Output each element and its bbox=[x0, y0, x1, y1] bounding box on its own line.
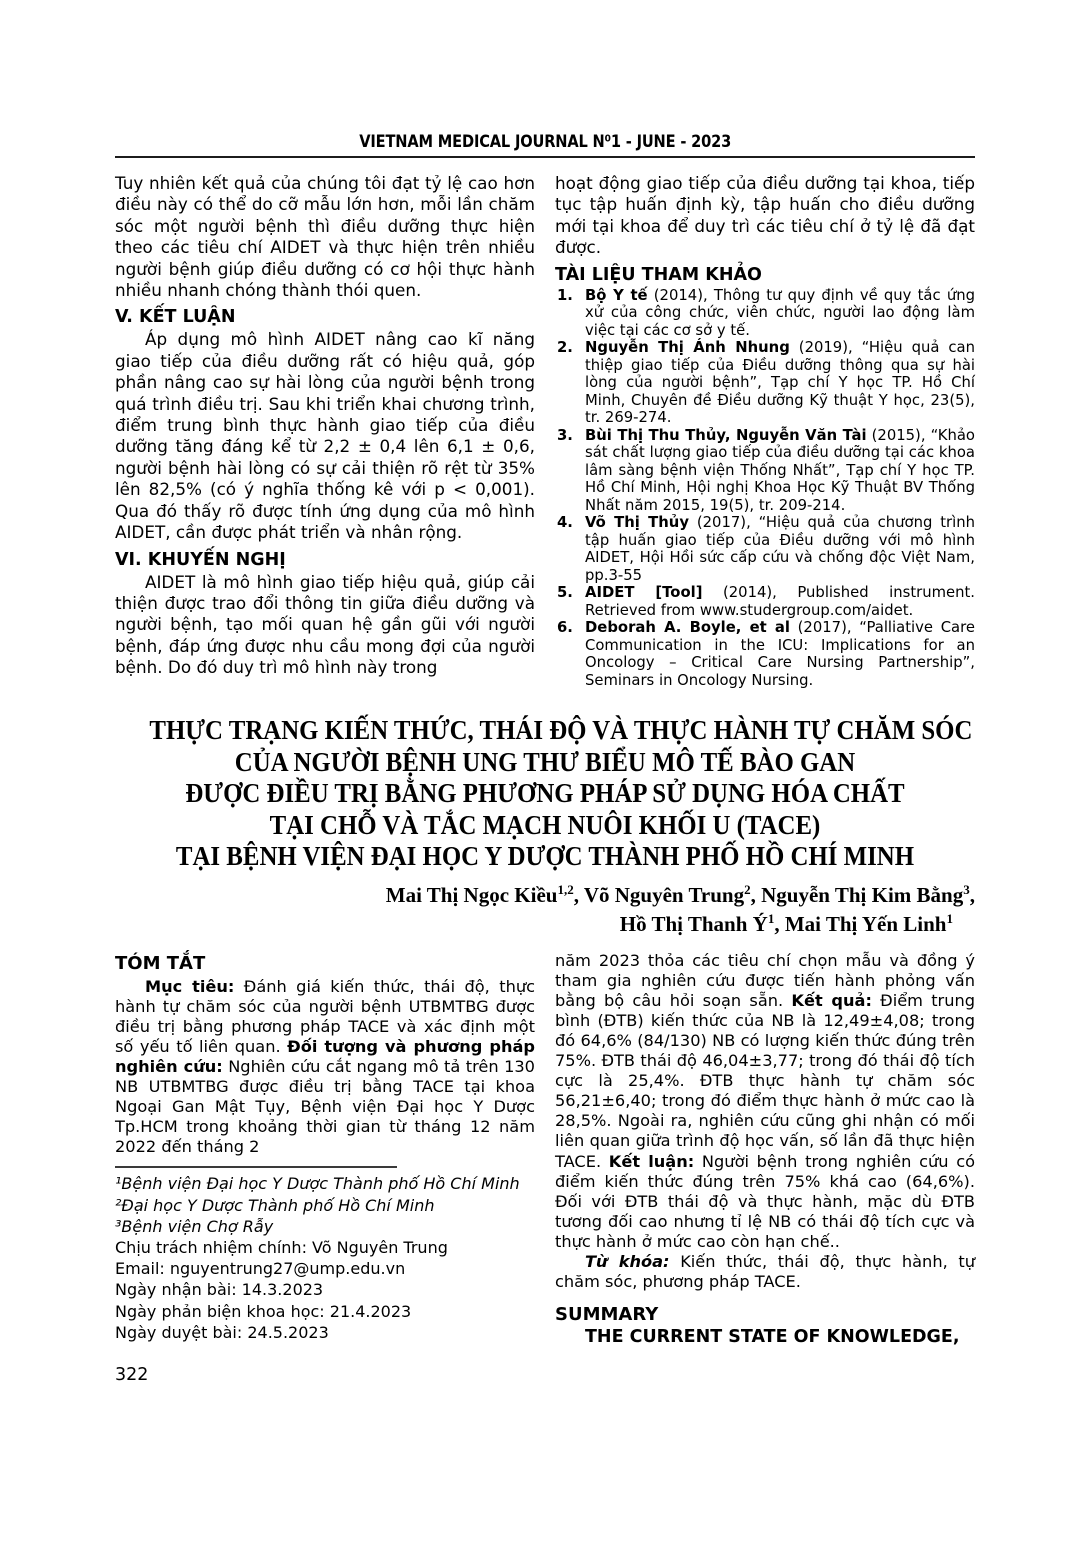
journal-header bbox=[115, 132, 975, 158]
reference-list bbox=[555, 287, 975, 690]
text-run: Mục tiêu: bbox=[145, 976, 235, 996]
body-paragraph: hoạt động giao tiếp của điều dưỡng tại khoa, tiếp tục tập huấn định kỳ, tập huấn cho điều dưỡng mới tại khoa để duy trì các tiêu chí ở tỷ lệ đã đạt được. bbox=[555, 173, 975, 258]
text-run: Deborah A. Boyle, et al bbox=[585, 619, 790, 637]
text-run: , Mai Thị Yến Linh bbox=[774, 911, 947, 936]
reference-number: 1. bbox=[557, 286, 573, 304]
abstract-paragraph bbox=[555, 951, 975, 1252]
text-run: 1 bbox=[767, 910, 775, 926]
section-heading-recommendation: VI. KHUYẾN NGHỊ bbox=[115, 549, 286, 570]
right-column bbox=[555, 173, 975, 689]
article-title-line: ĐƯỢC ĐIỀU TRỊ BẰNG PHƯƠNG PHÁP SỬ DỤNG HÓA CHẤT bbox=[185, 778, 905, 809]
section-heading-references: TÀI LIỆU THAM KHẢO bbox=[555, 264, 762, 285]
footnote-line: Ngày nhận bài: 14.3.2023 bbox=[115, 1280, 324, 1300]
reference-item bbox=[555, 287, 975, 340]
article-title-line: CỦA NGƯỜI BỆNH UNG THƯ BIỂU MÔ TẾ BÀO GAN bbox=[234, 746, 856, 777]
text-run: Đối tượng và phương pháp nghiên cứu: bbox=[115, 1036, 535, 1076]
text-run: Điểm trung bình (ĐTB) kiến thức của NB là 12,49±4,08; trong đó 64,6% (84/130) NB có lượng kiến thức đúng trên 75%. ĐTB thái độ 46,04±3,77; trong đó thái độ tích cực là 25,4%. ĐTB thực hành tự chăm sóc 56,21±6,40; trong đó điểm thực hành ở mức cao là 28,5%. Ngoài ra, nghiên cứu cũng ghi nhận có mối liên quan giữa trình độ học vấn, số lần đã thực hiện TACE. bbox=[555, 990, 976, 1171]
reference-item bbox=[555, 584, 975, 619]
left-column bbox=[115, 173, 535, 689]
article-title-line: TẠI CHỖ VÀ TẮC MẠCH NUÔI KHỐI U (TACE) bbox=[269, 809, 821, 840]
text-run: Hồ Thị Thanh Ý bbox=[619, 911, 768, 936]
text-run: năm 2023 thỏa các tiêu chí chọn mẫu và đồng ý tham gia nghiên cứu được tiến hành phỏng vấn bằng bộ câu hỏi soạn sẵn. bbox=[555, 950, 975, 1010]
text-run: Từ khóa: bbox=[585, 1252, 670, 1272]
text-run: (2017), “Palliative Care Communication in the ICU: Implications for an Oncology – Critical Care Nursing Partnership”, Seminars in Oncology Nursing. bbox=[585, 619, 975, 689]
text-run: Nghiên cứu cắt ngang mô tả trên 130 NB UTBMTBG được điều trị bằng TACE tại khoa Ngoại Gan Mật Tụy, Bệnh viện Đại học Y Dược Tp.HCM trong khoảng thời gian từ tháng 12 năm 2022 đến tháng 2 bbox=[115, 1057, 535, 1157]
abstract-columns bbox=[115, 951, 975, 1385]
reference-item bbox=[555, 427, 975, 515]
text-run: (2017), “Hiệu quả của chương trình tập huấn giao tiếp của Điều dưỡng với mô hình AIDET, Hội Hồi sức cấp cứu và chống độc Việt Nam, pp.3-55 bbox=[585, 514, 975, 584]
conclusion-paragraph: Áp dụng mô hình AIDET nâng cao kĩ năng giao tiếp của điều dưỡng rất có hiệu quả, góp phần nâng cao sự hài lòng của người bệnh trong quá trình điều trị. Sau khi triển khai chương trình, điểm trung bình thực hành giao tiếp của điều dưỡng tăng đáng kể từ 2,2 ± 0,4 lên 6,1 ± 0,6, người bệnh hài lòng có sự cải thiện rõ rệt từ 35% lên 82,5% (có ý nghĩa thống kê với p < 0,001). Qua đó thấy rõ được tính ứng dụng của mô hình AIDET, cần được phát triển và nhân rộng. bbox=[115, 329, 535, 543]
abstract-left-column bbox=[115, 951, 535, 1385]
article-title-line: TẠI BỆNH VIỆN ĐẠI HỌC Y DƯỢC THÀNH PHỐ HỒ CHÍ MINH bbox=[175, 841, 915, 872]
text-run: Bộ Y tế bbox=[585, 286, 648, 304]
page-number: 322 bbox=[115, 1365, 149, 1386]
abstract-paragraph bbox=[115, 977, 535, 1158]
text-run: Kiến thức, thái độ, thực hành, tự chăm sóc, phương pháp TACE. bbox=[555, 1252, 975, 1292]
footnote-rule bbox=[115, 1166, 397, 1168]
footnote-line: Ngày phản biện khoa học: 21.4.2023 bbox=[115, 1301, 412, 1321]
article-title bbox=[115, 715, 975, 873]
text-run: 2 bbox=[744, 881, 751, 897]
summary-article-title: THE CURRENT STATE OF KNOWLEDGE, bbox=[585, 1327, 960, 1348]
author-line bbox=[115, 881, 975, 910]
recommendation-paragraph: AIDET là mô hình giao tiếp hiệu quả, giúp cải thiện được trao đổi thông tin giữa điều dưỡng và người bệnh, tạo mối quan hệ gần gũi với người bệnh, đáp ứng được nhu cầu mong đợi của người bệnh. Do đó duy trì mô hình này trong bbox=[115, 571, 535, 678]
text-run: Kết quả: bbox=[791, 990, 872, 1010]
text-run: , Võ Nguyên Trung bbox=[573, 882, 745, 907]
footnote-line: Email: nguyentrung27@ump.edu.vn bbox=[115, 1259, 406, 1279]
author-line bbox=[115, 910, 975, 939]
reference-number: 2. bbox=[557, 339, 573, 357]
keywords-paragraph bbox=[555, 1252, 975, 1292]
body-paragraph: Tuy nhiên kết quả của chúng tôi đạt tỷ lệ cao hơn điều này có thể do cỡ mẫu lớn hơn, mỗi lần chăm sóc một người bệnh thì điều dưỡng thực hiện theo các tiêu chí AIDET và thực hiện trên nhiều người bệnh giúp điều dưỡng có cơ hội thực hành nhiều nhanh chóng thành thói quen. bbox=[115, 173, 535, 301]
reference-number: 6. bbox=[557, 619, 573, 637]
correspondence-footnotes bbox=[115, 1237, 535, 1343]
top-columns bbox=[115, 173, 975, 689]
abstract-right-column bbox=[555, 951, 975, 1385]
reference-number: 5. bbox=[557, 584, 573, 602]
text-run: Mai Thị Ngọc Kiều bbox=[385, 882, 558, 907]
footnote-line: Ngày duyệt bài: 24.5.2023 bbox=[115, 1322, 329, 1342]
summary-heading: SUMMARY bbox=[555, 1304, 659, 1326]
text-run: Võ Thị Thủy bbox=[585, 514, 689, 532]
journal-title: VIETNAM MEDICAL JOURNAL N⁰1 - JUNE - 2023 bbox=[359, 132, 731, 152]
text-run: Nguyễn Thị Ánh Nhung bbox=[585, 339, 790, 357]
text-run: , Nguyễn Thị Kim Bằng bbox=[750, 882, 964, 907]
text-run: 1 bbox=[946, 910, 953, 926]
text-run: (2014), Published instrument. Retrieved from www.studergroup.com/aidet. bbox=[585, 584, 976, 619]
text-run: (2019), “Hiệu quả can thiệp giao tiếp của Điều dưỡng thông qua sự hài lòng của người bệnh”, Tạp chí Y học TP. Hồ Chí Minh, Chuyên đề Điều dưỡng Kỹ thuật Y học, 23(5), tr. 269-274. bbox=[585, 339, 975, 427]
reference-number: 3. bbox=[557, 426, 573, 444]
affiliation-footnotes bbox=[115, 1173, 535, 1237]
reference-number: 4. bbox=[557, 514, 573, 532]
text-run: AIDET [Tool] bbox=[585, 584, 703, 602]
affiliation-footnote: ³Bệnh viện Chợ Rẫy bbox=[115, 1216, 274, 1236]
text-run: (2015), “Khảo sát chất lượng giao tiếp của điều dưỡng tại các khoa lâm sàng bệnh viện Thống Nhất”, Tạp chí Y học TP. Hồ Chí Minh, Hội nghị Khoa Học Kỹ Thuật BV Thống Nhất năm 2015, 19(5), tr. 209-214. bbox=[585, 426, 975, 514]
section-heading-conclusion: V. KẾT LUẬN bbox=[115, 307, 236, 328]
abstract-heading: TÓM TẮT bbox=[115, 952, 206, 974]
text-run: (2014), Thông tư quy định về quy tắc ứng xử của công chức, viên chức, người lao động làm việc tại các cơ sở y tế. bbox=[585, 286, 975, 339]
affiliation-footnote: ¹Bệnh viện Đại học Y Dược Thành phố Hồ Chí Minh bbox=[115, 1174, 520, 1194]
text-run: Kết luận: bbox=[608, 1151, 695, 1171]
author-list bbox=[115, 881, 975, 939]
affiliation-footnote: ²Đại học Y Dược Thành phố Hồ Chí Minh bbox=[115, 1195, 435, 1215]
reference-item bbox=[555, 514, 975, 584]
text-run: , bbox=[969, 882, 975, 907]
text-run: Bùi Thị Thu Thủy, Nguyễn Văn Tài bbox=[585, 426, 867, 444]
text-run: 1,2 bbox=[557, 881, 574, 897]
footnote-line: Chịu trách nhiệm chính: Võ Nguyên Trung bbox=[115, 1238, 448, 1258]
text-run: Người bệnh trong nghiên cứu có điểm kiến thức đúng trên 75% khá cao (64,6%). Đối với ĐTB thái độ và thực hành, mặc dù ĐTB tương đối cao nhưng tỉ lệ NB có thái độ tích cực và thực hành ở mức cao còn hạn chế.. bbox=[555, 1151, 975, 1251]
text-run: 3 bbox=[963, 881, 970, 897]
reference-item bbox=[555, 619, 975, 689]
reference-item bbox=[555, 339, 975, 427]
article-title-line: THỰC TRẠNG KIẾN THỨC, THÁI ĐỘ VÀ THỰC HÀNH TỰ CHĂM SÓC bbox=[149, 715, 973, 746]
text-run: Đánh giá kiến thức, thái độ, thực hành tự chăm sóc của người bệnh UTBMTBG được điều trị bằng phương pháp TACE và xác định một số yếu tố liên quan. bbox=[115, 976, 535, 1056]
